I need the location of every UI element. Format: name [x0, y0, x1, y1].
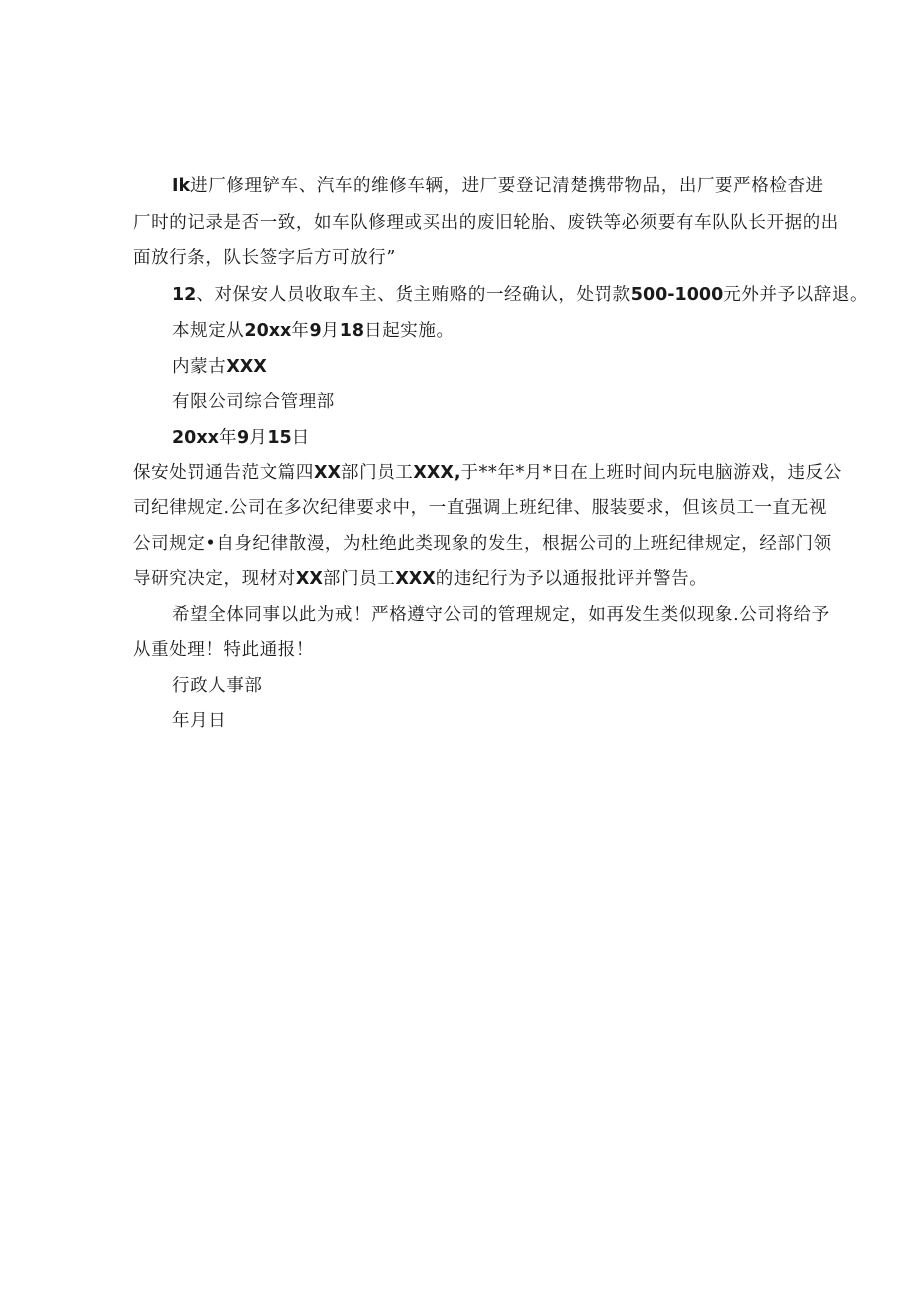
text: 月	[249, 428, 268, 448]
text: 保安处罚通告范文篇四	[133, 463, 314, 483]
paragraph-vehicle-repair-line-3: 面放行条，队长签字后方可放行”	[133, 248, 396, 268]
text: 年	[218, 428, 238, 448]
signature-department: 有限公司综合管理部	[172, 392, 335, 412]
year: 20xx	[172, 428, 219, 448]
text: 日	[291, 428, 310, 448]
placeholder: XXX	[395, 569, 436, 589]
rule-text-end: 元外并予以辞退。	[723, 285, 869, 305]
paragraph-effective-date	[172, 320, 455, 342]
closing-paragraph-line-1: 希望全体同事以此为戒！严格遵守公司的管理规定，如再发生类似现象.公司将给予	[172, 605, 830, 625]
text: 内蒙古	[172, 357, 227, 377]
paragraph-text: 进厂修理铲车、汽车的维修车辆，进厂要登记清楚携带物品，出厂要严格检杳进	[190, 176, 824, 196]
text: 月	[321, 321, 340, 341]
notice-paragraph-line-1	[133, 462, 842, 484]
text: 年	[291, 321, 310, 341]
notice-paragraph-line-4	[133, 568, 707, 590]
signature-hr-department: 行政人事部	[172, 676, 263, 696]
placeholder: XX	[295, 569, 323, 589]
text: 日起实施。	[364, 321, 455, 341]
closing-paragraph-line-2: 从重处理！特此通报！	[133, 640, 314, 660]
notice-paragraph-line-2: 司纪律规定.公司在多次纪律要求中，一直强调上班纪律、服装要求，但该员工一直无视	[133, 498, 827, 518]
placeholder: XXX,	[413, 463, 461, 483]
day: 15	[267, 428, 292, 448]
text: 于**年*月*日在上班时间内玩电脑游戏，违反公	[460, 463, 842, 483]
signature-date-blank: 年月日	[172, 711, 227, 731]
signature-date	[172, 427, 310, 449]
day: 18	[339, 321, 365, 341]
month: 9	[237, 428, 250, 448]
rule-text: 、对保安人员收取车主、货主贿赂的一经确认，处罚款	[196, 285, 631, 305]
placeholder: XX	[314, 463, 341, 483]
paragraph-bribery-rule	[172, 284, 868, 306]
fine-amount: 500-1000	[630, 285, 724, 305]
text: 本规定从	[172, 321, 245, 341]
notice-paragraph-line-3: 公司规定•自身纪律散漫，为杜绝此类现象的发生，根据公司的上班纪律规定，经部门领	[133, 534, 832, 554]
paragraph-vehicle-repair-line-1	[172, 175, 824, 197]
text: 部门员工	[341, 463, 414, 483]
placeholder-name: XXX	[226, 357, 267, 377]
rule-number: 12	[172, 285, 197, 305]
signature-region	[172, 356, 267, 378]
text: 部门员工	[322, 569, 396, 589]
month: 9	[309, 321, 322, 341]
text: 的违纪行为予以通报批评并警告。	[435, 569, 708, 589]
paragraph-vehicle-repair-line-2: 厂时的记录是否一致，如车队修理或买出的废旧轮胎、废铁等必须要有车队队长开据的出	[133, 213, 839, 233]
year: 20xx	[244, 321, 292, 341]
item-marker: Ik	[172, 176, 191, 196]
text: 导研究决定，现材对	[133, 569, 296, 589]
